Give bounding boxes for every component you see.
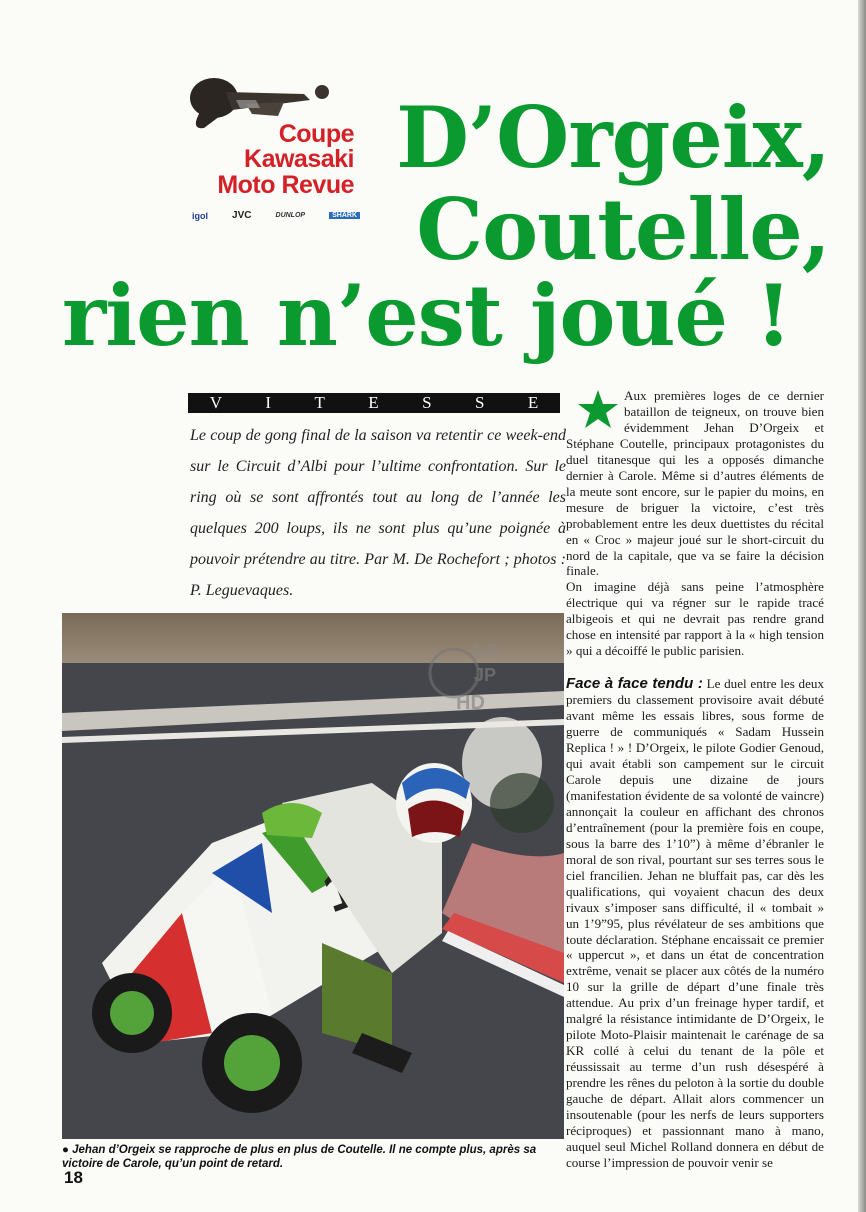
article-subhead: Face à face tendu : xyxy=(566,675,703,693)
page-number: 18 xyxy=(64,1168,83,1187)
kicker-letter: V xyxy=(209,393,222,412)
article-standfirst: Le coup de gong final de la saison va retentir ce week-end sur le Circuit d’Albi pour l’ultime confrontation. Sur le ring où se sont affrontés tout au long de l’année les quelques 200 loups, ils ne sont plus qu’une poignée à pouvoir prétendre au titre. Par M. De Rochefort ; photos : P. Leguevaques. xyxy=(190,427,566,599)
watermark-hd: HD xyxy=(456,692,485,714)
watermark-lg: LG xyxy=(474,641,499,661)
kicker-letter: S xyxy=(474,393,485,412)
logo-line-coupe: Coupe xyxy=(278,120,354,148)
sponsor-shark: SHARK xyxy=(329,212,360,219)
coupe-kawasaki-logo xyxy=(186,70,362,230)
green-star-icon xyxy=(576,388,620,432)
article-paragraph xyxy=(566,675,824,1171)
article-paragraph: Aux premières loges de ce dernier bataillon de teigneux, on trouve bien évidemment Jehan D’Orgeix et Stéphane Coutelle, principaux protagonistes du duel titanesque qui les a opposés dimanche dernier à Carole. Même si d’autres éléments de la meute sont encore, sur le papier du moins, en mesure de briguer la victoire, c’est très probablement entre les deux duettistes du récital en « Croc » majeur joué sur le short-circuit du nord de la capitale, que va se faire la décision finale. xyxy=(566,388,824,579)
kicker-letter: I xyxy=(265,393,272,412)
kicker-letter: E xyxy=(527,393,539,412)
article-paragraph: On imagine déjà sans peine l’atmosphère électrique qui va régner sur le rapide tracé albigeois et qui ne devrait pas rendre grand chose en intensité par rapport à la « high tension » qui a décoiffé le public parisien. xyxy=(566,579,824,659)
lgjphd-watermark-icon xyxy=(426,633,512,715)
watermark-jp: JP xyxy=(474,665,497,685)
logo-line-kawasaki: Kawasaki xyxy=(244,145,354,173)
headline-line-2: Coutelle, xyxy=(416,180,830,279)
article-body-column xyxy=(566,388,824,1171)
logo-line-moto-revue: Moto Revue xyxy=(217,171,354,199)
kicker-letter: S xyxy=(422,393,432,412)
page-edge-shadow xyxy=(858,0,866,1212)
article-paragraph-text: Le duel entre les deux premiers du classement provisoire avait débuté avant même les essais libres, sous forme de guerre de communiqués « Sadam Hussein Replica ! » ! D’Orgeix, le pilote Godier Genoud, qui avait établi son campement sur le circuit Carole depuis une dizaine de jours (manifestation évidente de sa volonté de vaincre) annonçait la couleur en affichant des chronos d’entraînement (pour la première fois en coupe, sous la barre des 1’10”) à même d’ébranler le moral de son rival, pourtant sur ses terres sous le ciel francilien. Jehan ne bluffait pas, car dès les qualifications, qui voyaient chacun des deux rivaux s’imposer sans difficulté, il « tombait » un 1’9”95, plus révélateur de ses ambitions que toute déclaration. Stéphane encaissait ce premier « uppercut », et dans un état de concentration extrême, venait se placer aux côtés de la numéro 10 sur la grille de départ d’une finale très attendue. Au prix d’un freinage hyper tardif, et malgré la résistance intimidante de D’Orgeix, le pilote Moto-Plaisir maintenait le carénage de sa KR collé à celui du tenant de la pôle et réussissait au terme d’un rush désespéré à prendre les rênes du peloton à la sortie du double gauche de départ. Allait alors commencer un insoutenable (pour les nerfs de leurs supporters réciproques) et passionnant mano à mano, auquel seul Michel Rolland donnera en début de course l’impression de pouvoir venir se xyxy=(566,676,824,1170)
sponsor-igol: igol xyxy=(192,210,208,221)
headline-line-3: rien n’est joué ! xyxy=(62,266,792,365)
sponsor-logos xyxy=(192,210,360,221)
kicker-letter: T xyxy=(314,393,325,412)
headline-line-1: D’Orgeix, xyxy=(396,88,830,187)
section-kicker-vitesse xyxy=(188,393,560,413)
sponsor-jvc: JVC xyxy=(232,210,252,221)
photo-caption: ● Jehan d’Orgeix se rapproche de plus en plus de Coutelle. Il ne compte plus, après sa victoire de Carole, qu’un point de retard. xyxy=(62,1144,537,1170)
kicker-letter: E xyxy=(368,393,379,412)
sponsor-dunlop: DUNLOP xyxy=(275,212,306,219)
